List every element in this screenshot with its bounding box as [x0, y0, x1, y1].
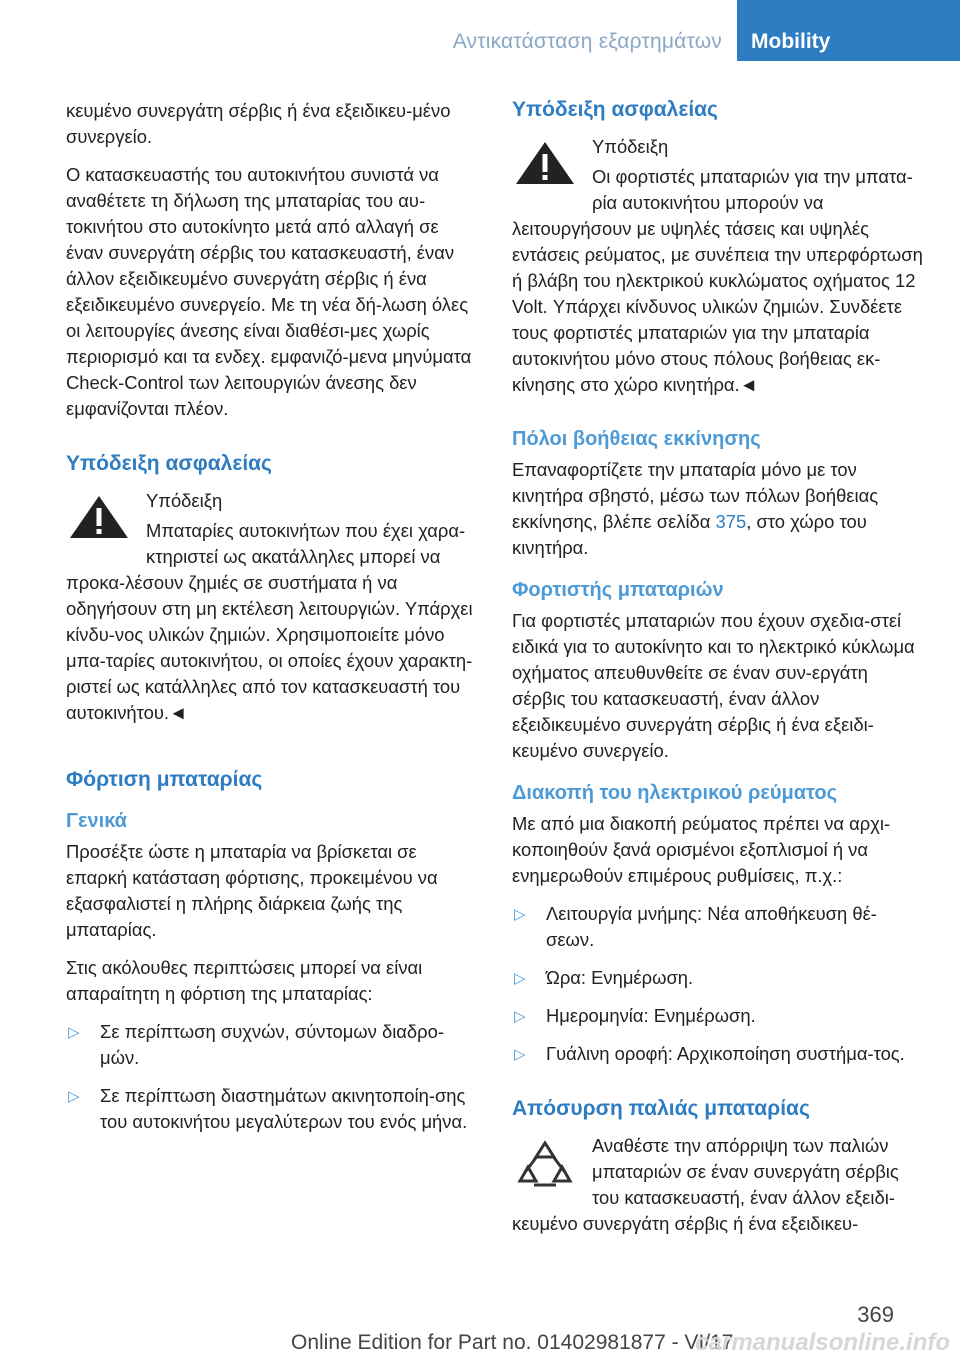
triangle-bullet-icon: ▷: [68, 1024, 80, 1041]
list-item-text: Λειτουργία μνήμης: Νέα αποθήκευση θέ-σεων.: [546, 903, 877, 950]
safety-notice: [66, 488, 478, 738]
text-span: , στο χώρο του κινητήρα.: [512, 511, 867, 558]
list-item: [66, 1019, 478, 1071]
notice-title: Υπόδειξη: [146, 490, 223, 511]
warning-icon: [66, 492, 132, 542]
safety-heading: Υπόδειξη ασφαλείας: [66, 452, 272, 475]
paragraph: Ο κατασκευαστής του αυτοκινήτου συνιστά να αναθέτετε τη δήλωση της μπαταρίας του αυ-τοκινήτου στο αυτοκίνητο μετά από αλλαγή σε έναν συνεργάτη σέρβις του κατασκευαστή, έναν άλλον εξειδικευμένο συνεργάτη σέρβις ή ένα εξειδικευμένο συνεργείο. Με τη νέα δή-λωση όλες οι λειτουργίες άνεσης είναι διαθέσι-μες χωρίς περιορισμό και τα ενδεχ. εμφανιζό-μενα μηνύματα Check-Control των λειτουργιών άνεσης δεν εμφανίζονται πλέον.: [66, 164, 472, 419]
charging-heading: Φόρτιση μπαταρίας: [66, 768, 263, 791]
list-item: [66, 1083, 478, 1135]
warning-icon: [512, 138, 578, 188]
disposal-heading: Απόσυρση παλιάς μπαταρίας: [512, 1097, 810, 1120]
page-number: 369: [857, 1302, 894, 1327]
bullet-list: [66, 1019, 478, 1135]
notice-text: Μπαταρίες αυτοκινήτων που έχει χαρα-κτηριστεί ως ακατάλληλες μπορεί να προκα-λέσουν ζημιές σε συστήματα ή να οδηγήσουν στη μη εκτέλεση λειτουργιών. Υπάρχει κίνδυ-νος υλικών ζημιών. Χρησιμοποιείτε μόνο μπα-ταρίες αυτοκινήτου, οι οποίες έχουν χαρακτη-ριστεί ως κατάλληλες από τον κατασκευαστή του αυτοκινήτου.◄: [66, 520, 473, 723]
triangle-bullet-icon: ▷: [514, 970, 526, 987]
page-header: [0, 0, 960, 61]
footer-edition: Online Edition for Part no. 01402981877 - VI/17: [291, 1331, 734, 1354]
charger-heading: Φορτιστής μπαταριών: [512, 579, 724, 601]
text-span: Επαναφορτίζετε την μπαταρία μόνο με τον κινητήρα σβηστό, μέσω των πόλων βοήθειας εκκίνησης, βλέπε σελίδα: [512, 459, 879, 532]
list-item-text: Γυάλινη οροφή: Αρχικοποίηση συστήμα-τος.: [546, 1043, 905, 1064]
paragraph: Με από μια διακοπή ρεύματος πρέπει να αρχι-κοποιηθούν ξανά ορισμένοι εξοπλισμοί ή να ενημερωθούν επιμέρους ρυθμίσεις, π.χ.:: [512, 813, 891, 886]
list-item-text: Σε περίπτωση συχνών, σύντομων διαδρο-μών.: [100, 1021, 444, 1068]
safety-notice: [512, 134, 924, 410]
bullet-list: [512, 901, 924, 1067]
jump-start-heading: Πόλοι βοήθειας εκκίνησης: [512, 428, 761, 450]
safety-heading: Υπόδειξη ασφαλείας: [512, 98, 718, 121]
left-column: [66, 98, 478, 1147]
paragraph: Στις ακόλουθες περιπτώσεις μπορεί να είναι απαραίτητη η φόρτιση της μπαταρίας:: [66, 957, 423, 1004]
list-item-text: Σε περίπτωση διαστημάτων ακινητοποίη-σης του αυτοκινήτου μεγαλύτερων του ενός μήνα.: [100, 1085, 468, 1132]
disposal-notice: [512, 1133, 924, 1249]
triangle-bullet-icon: ▷: [514, 1008, 526, 1025]
list-item-text: Ώρα: Ενημέρωση.: [546, 967, 694, 988]
recycle-icon: [512, 1137, 578, 1187]
notice-title: Υπόδειξη: [592, 136, 669, 157]
notice-text: Οι φορτιστές μπαταριών για την μπατα-ρία αυτοκινήτου μπορούν να λειτουργήσουν με υψηλές τάσεις και υψηλές εντάσεις ρεύματος, με συνέπεια την υπερφόρτωση ή βλάβη του ηλεκτρικού κυκλώματος οχήματος 12 Volt. Υπάρχει κίνδυνος υλικών ζημιών. Συνδέετε τους φορτιστές μπαταριών για την μπαταρία αυτοκινήτου μόνο στους πόλους βοήθειας εκ-κίνησης στο χώρο κινητήρα.◄: [512, 166, 923, 395]
right-column: [512, 98, 924, 1249]
watermark: carmanualsonline.info: [695, 1329, 950, 1356]
paragraph: Προσέξτε ώστε η μπαταρία να βρίσκεται σε επαρκή κατάσταση φόρτισης, προκειμένου να εξασφαλιστεί η πλήρης διάρκεια ζωής της μπαταρίας.: [66, 841, 438, 940]
list-item: [512, 965, 924, 991]
triangle-bullet-icon: ▷: [68, 1088, 80, 1105]
triangle-bullet-icon: ▷: [514, 906, 526, 923]
paragraph: [512, 457, 924, 561]
notice-text: Αναθέστε την απόρριψη των παλιών μπαταριών σε έναν συνεργάτη σέρβις του κατασκευαστή, έναν άλλον εξειδι-κευμένο συνεργάτη σέρβις ή ένα εξειδικευ-: [512, 1135, 899, 1234]
header-section-title: Αντικατάσταση εξαρτημάτων: [452, 30, 722, 53]
paragraph: κευμένο συνεργάτη σέρβις ή ένα εξειδικευ-μένο συνεργείο.: [66, 100, 451, 147]
triangle-bullet-icon: ▷: [514, 1046, 526, 1063]
header-tab-mobility[interactable]: Mobility: [737, 0, 960, 61]
list-item: [512, 901, 924, 953]
list-item: [512, 1003, 924, 1029]
power-interruption-heading: Διακοπή του ηλεκτρικού ρεύματος: [512, 782, 838, 804]
page-link[interactable]: 375: [715, 511, 747, 532]
list-item: [512, 1041, 924, 1067]
list-item-text: Ημερομηνία: Ενημέρωση.: [546, 1005, 756, 1026]
general-heading: Γενικά: [66, 810, 127, 832]
paragraph: Για φορτιστές μπαταριών που έχουν σχεδια-στεί ειδικά για το αυτοκίνητο και το ηλεκτρικό κύκλωμα οχήματος απευθυνθείτε σε έναν συν-εργάτη σέρβις του κατασκευαστή, έναν άλλον εξειδικευμένο συνεργάτη σέρβις ή ένα εξειδι-κευμένο συνεργείο.: [512, 610, 915, 761]
